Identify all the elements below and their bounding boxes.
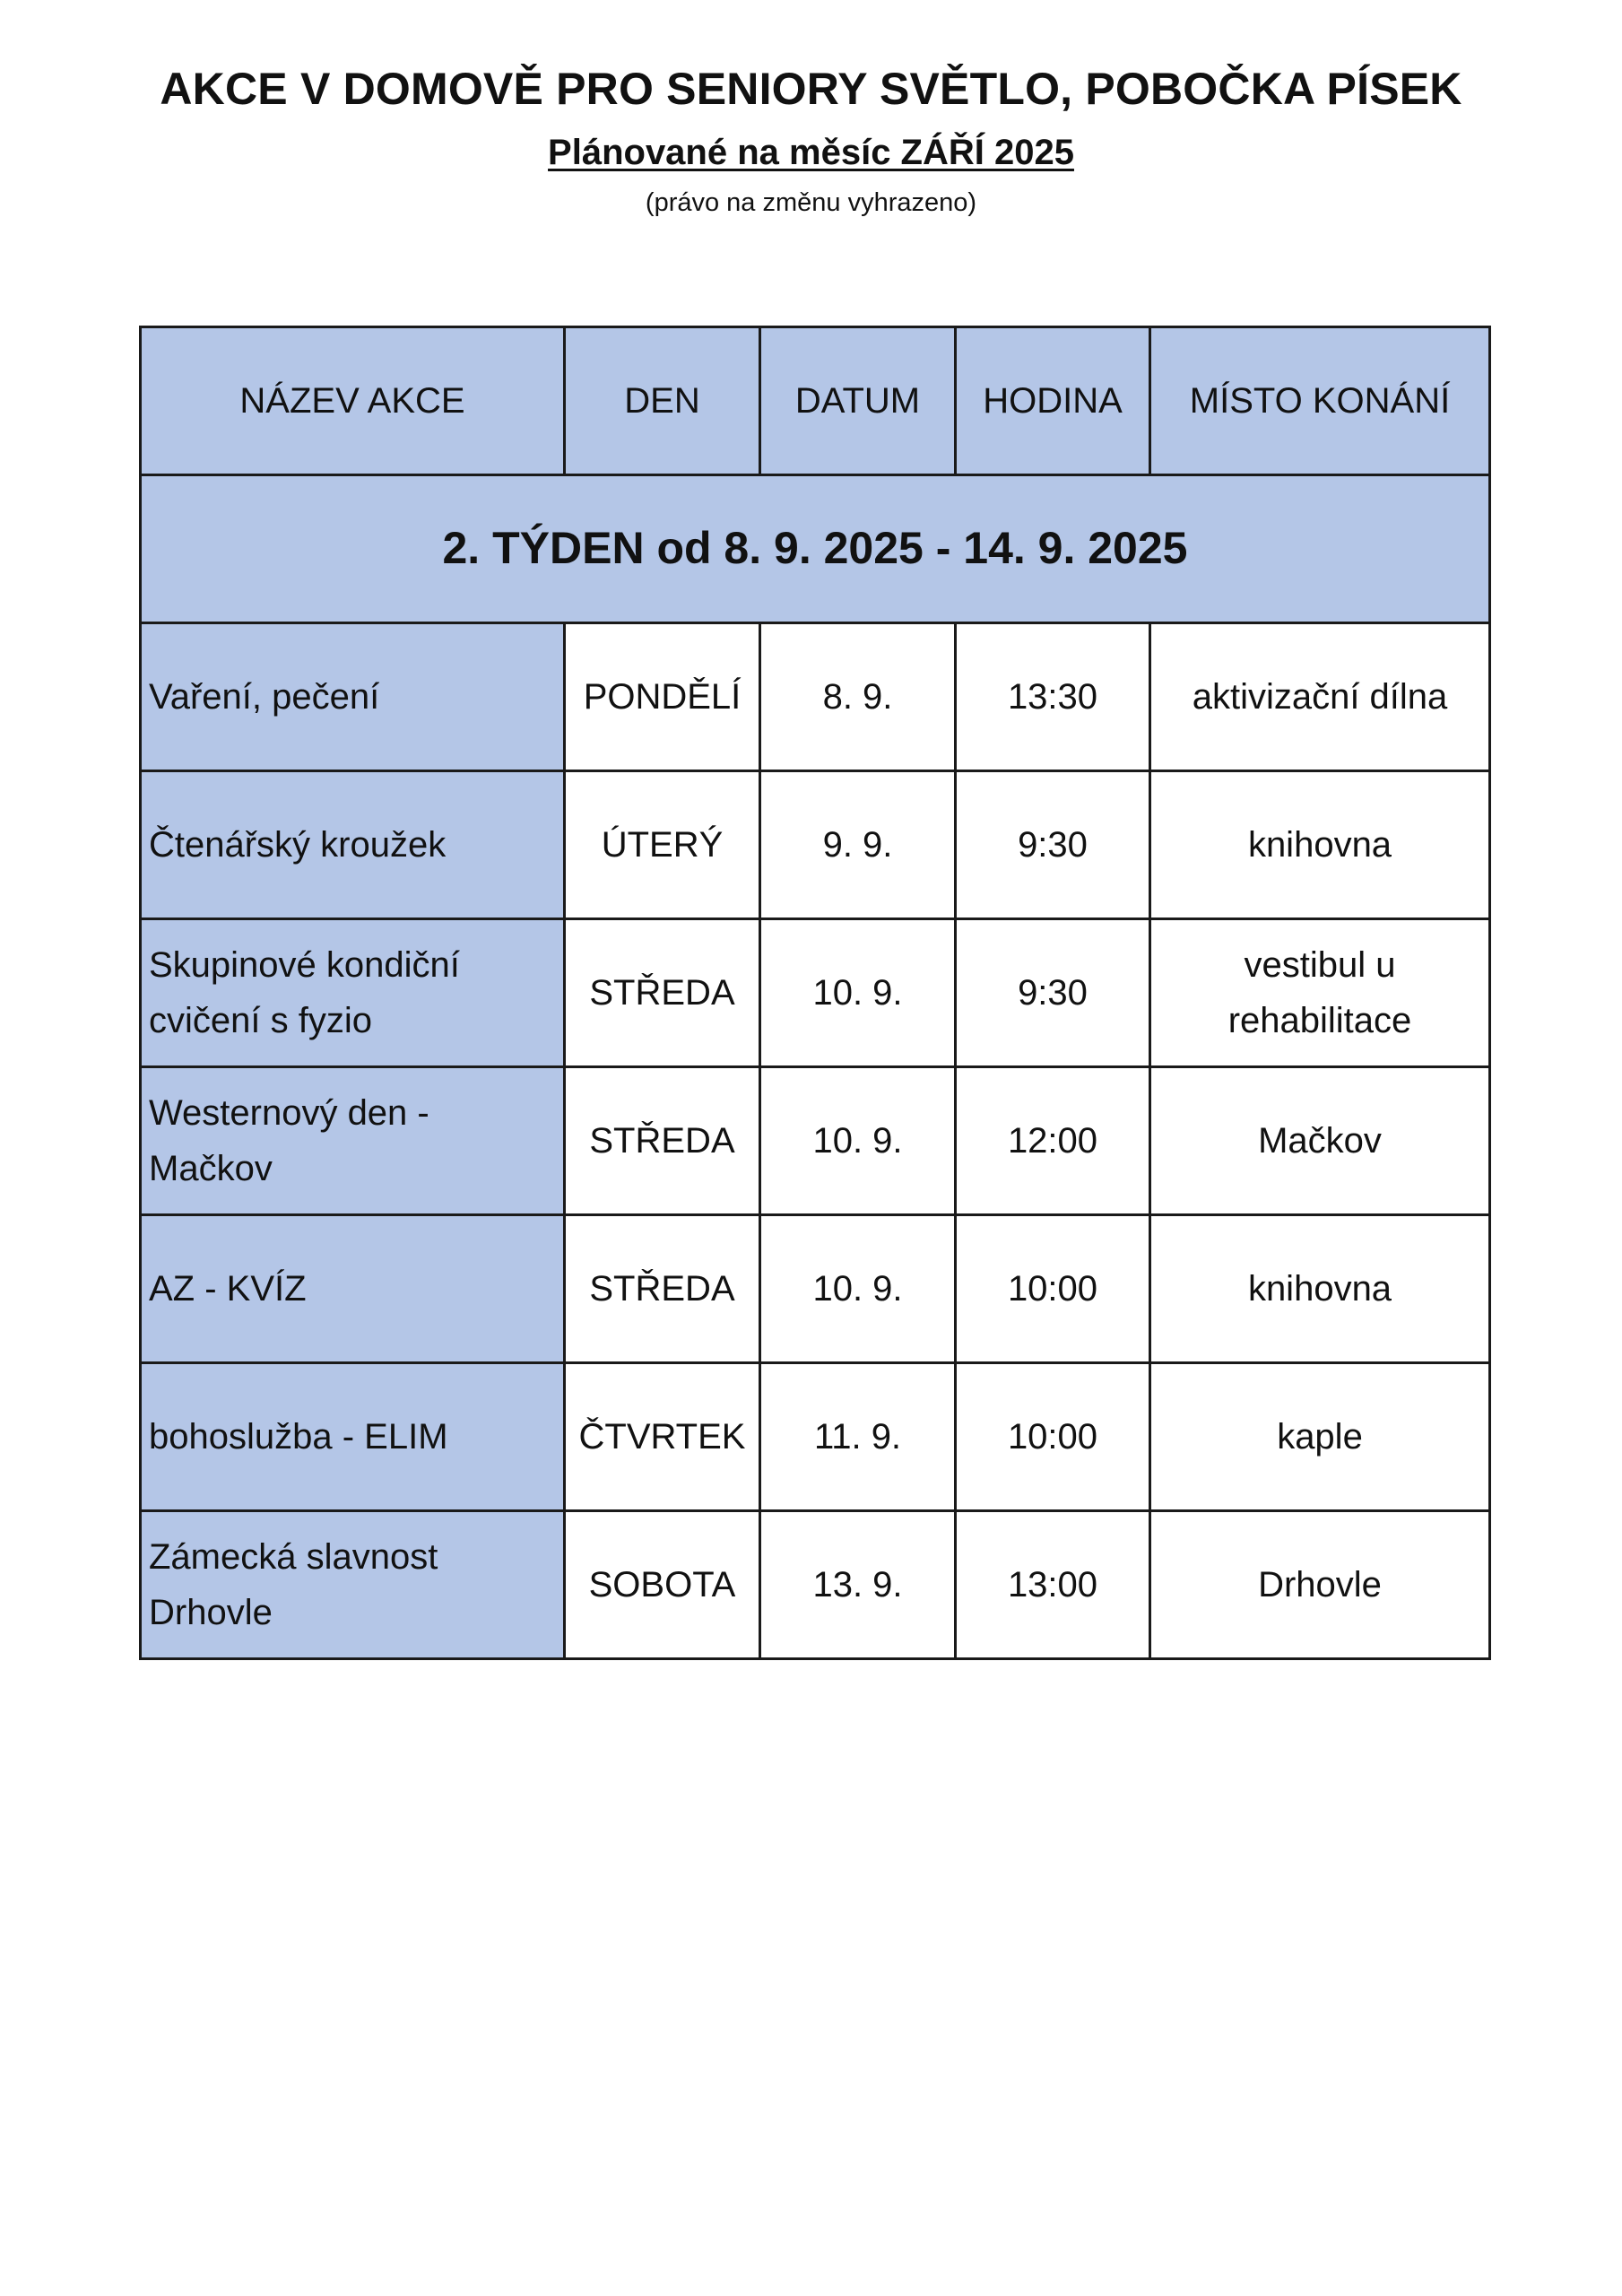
event-date: 11. 9. (760, 1363, 956, 1511)
week-label: 2. TÝDEN od 8. 9. 2025 - 14. 9. 2025 (141, 475, 1490, 623)
page-subtitle: Plánované na měsíc ZÁŘÍ 2025 (548, 133, 1074, 172)
header-date: DATUM (760, 327, 956, 475)
event-name-cell (141, 1363, 565, 1511)
event-day: PONDĚLÍ (565, 623, 760, 771)
header-place: MÍSTO KONÁNÍ (1150, 327, 1490, 475)
table-row (141, 1511, 1490, 1659)
event-name-line-1: Zámecká slavnost (149, 1537, 438, 1577)
event-name: bohoslužba - ELIM (149, 1417, 448, 1457)
event-place: knihovna (1247, 825, 1392, 865)
event-name-cell (141, 919, 565, 1067)
table-row (141, 623, 1490, 771)
event-place: aktivizační dílna (1192, 677, 1448, 717)
event-name-line-1: Westernový den - (149, 1093, 429, 1133)
event-name-cell (141, 623, 565, 771)
header-time: HODINA (956, 327, 1150, 475)
event-date: 8. 9. (760, 623, 956, 771)
event-time: 13:30 (956, 623, 1150, 771)
table-row (141, 1215, 1490, 1363)
event-name-line-1: Skupinové kondiční (149, 945, 460, 985)
event-name-cell (141, 771, 565, 919)
event-date: 10. 9. (760, 1067, 956, 1215)
table-row (141, 771, 1490, 919)
table-row (141, 1363, 1490, 1511)
event-place-line-2: rehabilitace (1227, 1001, 1412, 1040)
table-row (141, 919, 1490, 1067)
event-place: Mačkov (1258, 1121, 1382, 1161)
event-time: 12:00 (956, 1067, 1150, 1215)
event-place-cell (1150, 623, 1490, 771)
event-place-line-1: vestibul u (1244, 945, 1396, 985)
event-name: Čtenářský kroužek (149, 825, 447, 865)
event-place-cell (1150, 1511, 1490, 1659)
event-place: kaple (1277, 1417, 1363, 1457)
event-name-line-2: Mačkov (149, 1149, 273, 1188)
event-time: 13:00 (956, 1511, 1150, 1659)
event-day: STŘEDA (565, 1067, 760, 1215)
event-place: knihovna (1247, 1269, 1392, 1309)
event-name: Vaření, pečení (149, 677, 380, 717)
event-day: ČTVRTEK (565, 1363, 760, 1511)
page-title: AKCE V DOMOVĚ PRO SENIORY SVĚTLO, POBOČKA PÍSEK (160, 64, 1462, 114)
event-day: STŘEDA (565, 919, 760, 1067)
week-row (141, 475, 1490, 623)
event-place-cell (1150, 1363, 1490, 1511)
table-row (141, 1067, 1490, 1215)
header-event-name: NÁZEV AKCE (141, 327, 565, 475)
event-date: 13. 9. (760, 1511, 956, 1659)
event-day: ÚTERÝ (565, 771, 760, 919)
event-day: SOBOTA (565, 1511, 760, 1659)
event-name-cell (141, 1511, 565, 1659)
events-table (139, 326, 1491, 1660)
event-date: 9. 9. (760, 771, 956, 919)
event-place: Drhovle (1258, 1565, 1382, 1605)
event-name: AZ - KVÍZ (149, 1269, 307, 1309)
event-name-line-2: Drhovle (149, 1593, 273, 1632)
disclaimer-note: (právo na změnu vyhrazeno) (645, 188, 977, 217)
event-place-cell (1150, 919, 1490, 1067)
header-day: DEN (565, 327, 760, 475)
event-place-cell (1150, 1215, 1490, 1363)
event-name-cell (141, 1215, 565, 1363)
event-date: 10. 9. (760, 1215, 956, 1363)
event-day: STŘEDA (565, 1215, 760, 1363)
header-row (141, 327, 1490, 475)
event-time: 10:00 (956, 1215, 1150, 1363)
event-name-cell (141, 1067, 565, 1215)
event-time: 9:30 (956, 771, 1150, 919)
event-place-cell (1150, 1067, 1490, 1215)
event-place-cell (1150, 771, 1490, 919)
event-time: 9:30 (956, 919, 1150, 1067)
event-name-line-2: cvičení s fyzio (149, 1001, 372, 1040)
event-date: 10. 9. (760, 919, 956, 1067)
event-time: 10:00 (956, 1363, 1150, 1511)
